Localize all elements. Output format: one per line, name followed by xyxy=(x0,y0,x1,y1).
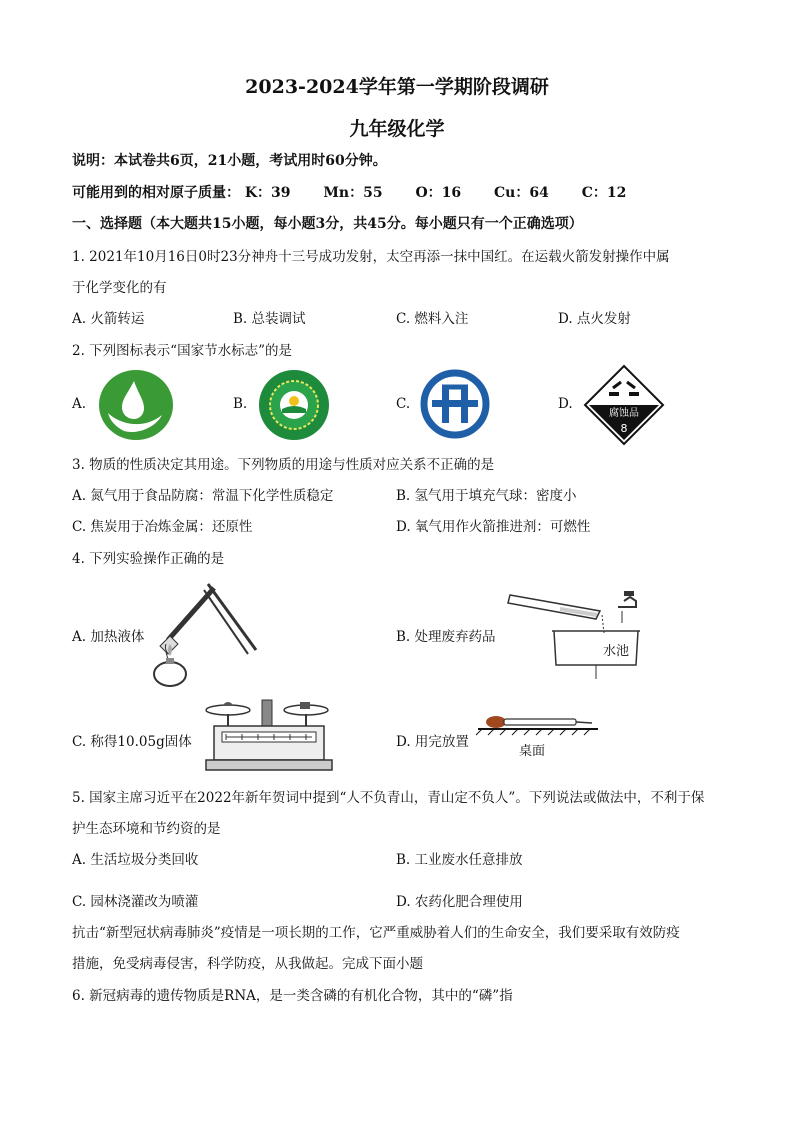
q1-line2: 于化学变化的有 xyxy=(72,280,167,296)
atomic-mass-mn: Mn：55 xyxy=(323,185,383,201)
q3-option-a: A. 氮气用于食品防腐：常温下化学性质稳定 xyxy=(72,488,334,504)
q3-option-d: D. 氧气用作火箭推进剂：可燃性 xyxy=(396,519,591,535)
q2-stem: 2. 下列图标表示“国家节水标志”的是 xyxy=(72,343,292,359)
q5-line1: 5. 国家主席习近平在2022年新年贺词中提到“人不负青山，青山定不负人”。下列说法或做法中，不利于保 xyxy=(72,790,705,806)
environmental-label-logo xyxy=(258,369,330,441)
q3-option-c: C. 焦炭用于冶炼金属：还原性 xyxy=(72,519,253,535)
atomic-mass-c: C：12 xyxy=(581,185,627,201)
q1-line1: 1. 2021年10月16日0时23分神舟十三号成功发射，太空再添一抹中国红。在运载火箭发射操作中属 xyxy=(72,249,670,265)
q3-option-b: B. 氢气用于填充气球：密度小 xyxy=(396,488,577,504)
blue-circle-logo xyxy=(420,369,490,439)
q4-option-c: C. 称得10.05g固体 xyxy=(72,734,192,750)
heating-liquid-figure xyxy=(148,578,260,690)
atomic-mass-o: O：16 xyxy=(415,185,462,201)
table-label: 桌面 xyxy=(518,744,546,759)
q2-label-d: D. xyxy=(558,396,573,412)
context-line2: 措施，免受病毒侵害，科学防疫，从我做起。完成下面小题 xyxy=(72,956,423,972)
q1-option-d: D. 点火发射 xyxy=(558,311,631,327)
q3-stem: 3. 物质的性质决定其用途。下列物质的用途与性质对应关系不正确的是 xyxy=(72,457,495,473)
q1-option-a: A. 火箭转运 xyxy=(72,311,145,327)
q1-option-b: B. 总装调试 xyxy=(233,311,306,327)
dropper-on-table-figure xyxy=(474,713,604,763)
q4-option-b: B. 处理废弃药品 xyxy=(396,629,496,645)
q5-option-a: A. 生活垃圾分类回收 xyxy=(72,852,199,868)
atomic-mass-cu: Cu：64 xyxy=(494,185,549,201)
q6-stem: 6. 新冠病毒的遗传物质是RNA，是一类含磷的有机化合物，其中的“磷”指 xyxy=(72,988,513,1004)
page-title: 2023-2024学年第一学期阶段调研 xyxy=(245,76,549,98)
q5-line2: 护生态环境和节约资的是 xyxy=(72,821,221,837)
q4-option-a: A. 加热液体 xyxy=(72,629,145,645)
sink-label: 水池 xyxy=(602,644,630,659)
q4-option-d: D. 用完放置 xyxy=(396,734,469,750)
corrosive-label: 腐蚀品 xyxy=(609,408,639,419)
atomic-mass-label: 可能用到的相对原子质量： xyxy=(72,185,240,201)
corrosive-class-number: 8 xyxy=(620,422,628,435)
water-saving-logo xyxy=(98,369,174,441)
page-subtitle: 九年级化学 xyxy=(349,118,445,140)
context-line1: 抗击“新型冠状病毒肺炎”疫情是一项长期的工作，它严重威胁着人们的生命安全，我们要采取有效防疫 xyxy=(72,925,680,941)
q5-option-b: B. 工业废水任意排放 xyxy=(396,852,523,868)
atomic-mass-line xyxy=(72,182,626,202)
balance-scale-figure xyxy=(202,696,336,776)
q5-option-c: C. 园林浇灌改为喷灌 xyxy=(72,894,199,910)
corrosive-hazard-sign xyxy=(583,364,665,446)
q4-stem: 4. 下列实验操作正确的是 xyxy=(72,551,225,567)
q1-option-c: C. 燃料入注 xyxy=(396,311,469,327)
q2-label-c: C. xyxy=(396,396,411,412)
section-heading: 一、选择题（本大题共15小题，每小题3分，共45分。每小题只有一个正确选项） xyxy=(72,216,583,232)
exam-note: 说明：本试卷共6页，21小题，考试用时60分钟。 xyxy=(72,153,387,169)
q2-label-a: A. xyxy=(72,396,87,412)
q2-label-b: B. xyxy=(233,396,248,412)
q5-option-d: D. 农药化肥合理使用 xyxy=(396,894,523,910)
atomic-mass-k: K：39 xyxy=(244,185,291,201)
waste-disposal-figure xyxy=(500,585,650,681)
